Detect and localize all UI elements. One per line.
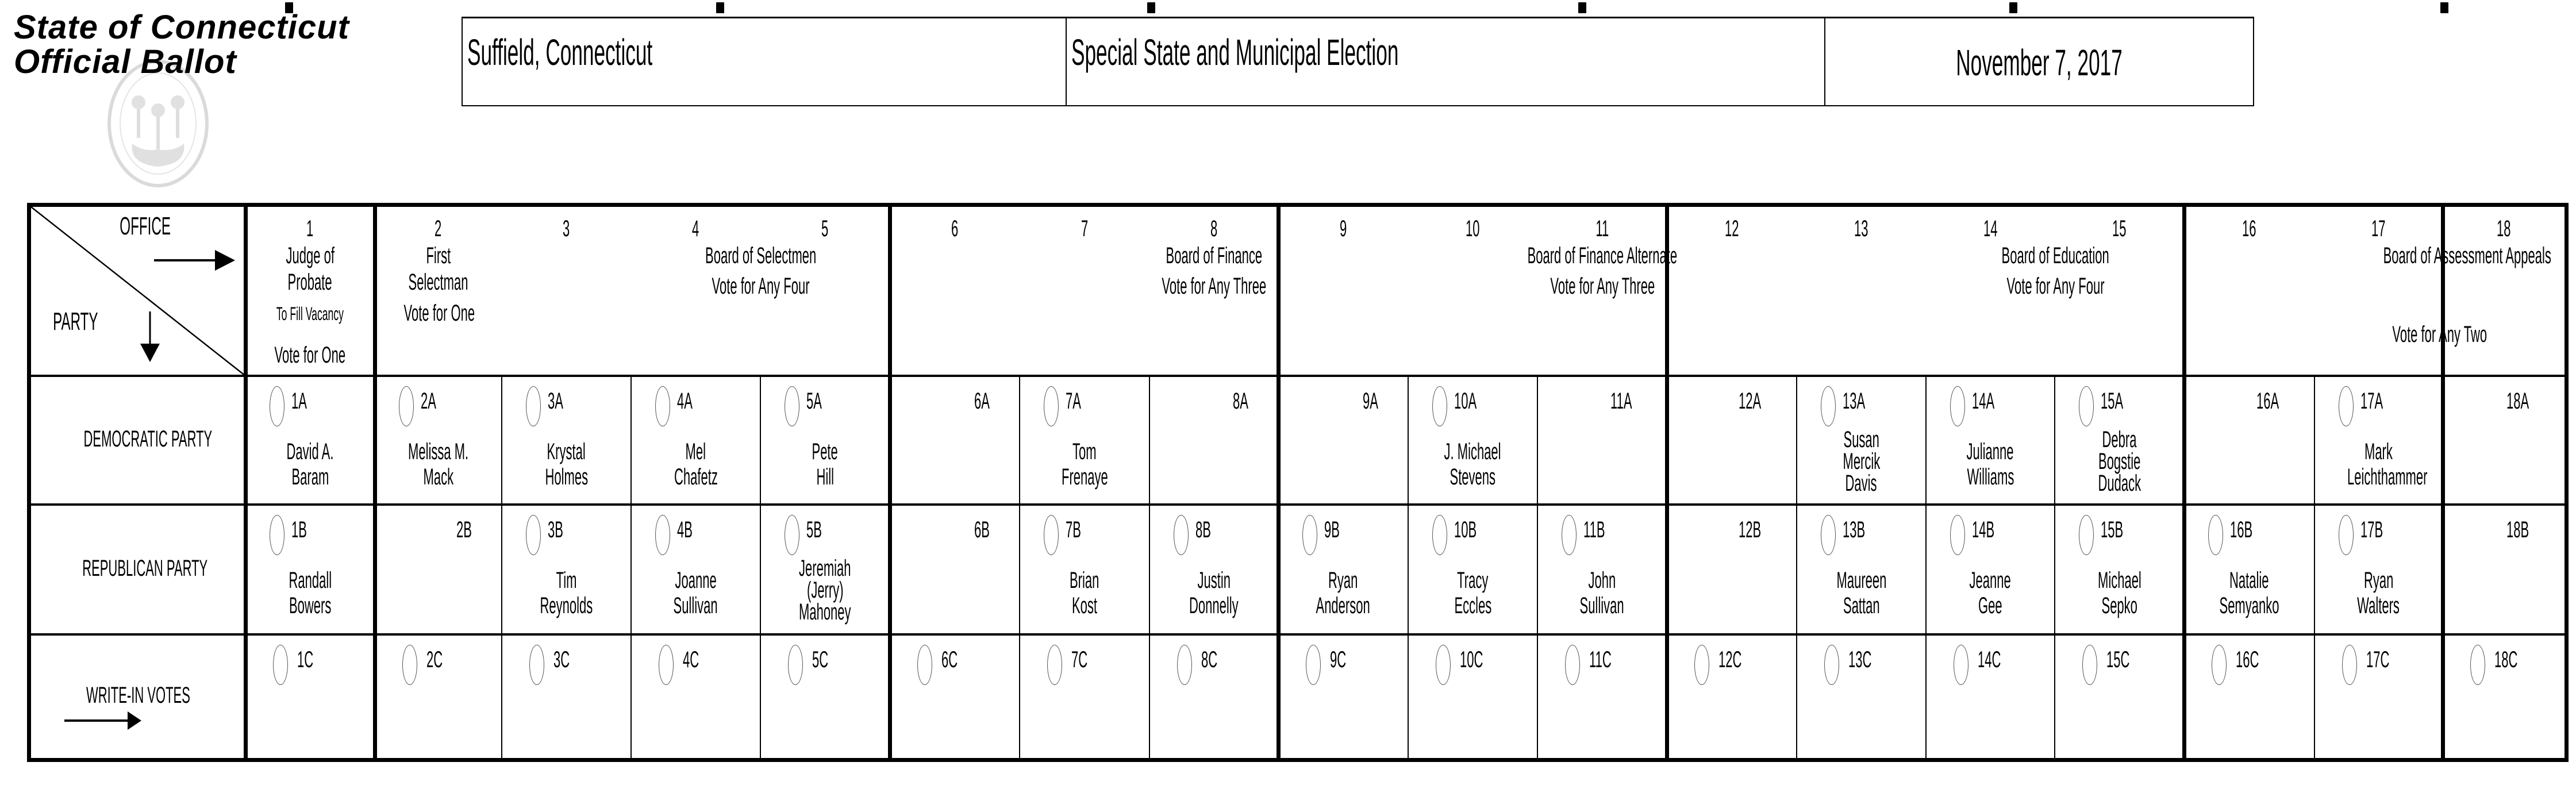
- office-title: Board of Finance Alternate: [1527, 243, 1678, 268]
- office-number-text: 3: [563, 216, 570, 241]
- candidate-cell[interactable]: [502, 634, 631, 758]
- candidate-cell: [375, 505, 502, 634]
- candidate-cell[interactable]: [1926, 634, 2055, 758]
- ballot-grid: [27, 203, 2569, 762]
- candidate-cell[interactable]: [2314, 634, 2443, 758]
- candidate-cell[interactable]: [2055, 505, 2184, 634]
- candidate-position-id: 15C: [2106, 647, 2130, 672]
- candidate-position-id: 6C: [941, 647, 958, 672]
- election-name: Special State and Municipal Election: [1071, 32, 1399, 73]
- candidate-position-id: 12A: [1738, 388, 1761, 414]
- office-number: [245, 217, 375, 240]
- candidate-position-id: 18A: [2506, 388, 2529, 414]
- party-axis-label: PARTY: [53, 307, 98, 336]
- office-number-text: 17: [2371, 216, 2386, 241]
- vote-oval[interactable]: [788, 645, 803, 685]
- office-number: [631, 217, 760, 240]
- town-cell: [463, 18, 1067, 105]
- candidate-position-id: 2B: [456, 517, 472, 542]
- candidate-name: Tom Frenaye: [1061, 439, 1108, 490]
- candidate-position-id: 3B: [548, 517, 563, 542]
- vote-oval[interactable]: [529, 645, 544, 685]
- office-title: Judge of: [286, 243, 335, 268]
- candidate-cell[interactable]: [1149, 505, 1278, 634]
- candidate-position-id: 15A: [2101, 388, 2124, 414]
- candidate-name: Ryan Anderson: [1316, 568, 1371, 618]
- candidate-cell: [2184, 376, 2314, 505]
- candidate-cell[interactable]: [1537, 505, 1667, 634]
- office-number: [2314, 217, 2443, 240]
- office-number-text: 5: [821, 216, 829, 241]
- candidate-cell[interactable]: [2443, 634, 2565, 758]
- vote-oval[interactable]: [917, 645, 932, 685]
- candidate-position-id: 10A: [1454, 388, 1477, 414]
- vote-oval[interactable]: [402, 645, 417, 685]
- office-title: First: [426, 243, 451, 268]
- office-number-text: 16: [2242, 216, 2256, 241]
- timing-mark: [2440, 2, 2448, 13]
- office-number-text: 8: [1210, 216, 1218, 241]
- official-ballot-title: Official Ballot: [14, 43, 237, 80]
- candidate-position-id: 11A: [1610, 388, 1632, 414]
- candidate-cell[interactable]: [760, 505, 890, 634]
- candidate-cell[interactable]: [2314, 505, 2443, 634]
- party-label: [31, 557, 245, 580]
- candidate-position-id: 9B: [1324, 517, 1340, 542]
- candidate-name: Julianne Williams: [1967, 439, 2014, 490]
- candidate-cell[interactable]: [245, 505, 375, 634]
- candidate-cell[interactable]: [245, 634, 375, 758]
- candidate-position-id: 14A: [1972, 388, 1995, 414]
- vote-oval[interactable]: [1177, 645, 1192, 685]
- office-number: [375, 217, 502, 240]
- candidate-cell[interactable]: [1020, 505, 1149, 634]
- candidate-cell[interactable]: [1926, 376, 2055, 505]
- candidate-name: David A. Baram: [286, 439, 334, 490]
- office-title: Board of Finance: [1166, 243, 1262, 268]
- candidate-position-id: 4C: [683, 647, 699, 672]
- candidate-cell[interactable]: [375, 376, 502, 505]
- vote-oval[interactable]: [1821, 515, 1836, 555]
- vote-oval[interactable]: [1824, 645, 1839, 685]
- candidate-name: John Sullivan: [1579, 568, 1625, 618]
- candidate-position-id: 9C: [1330, 647, 1347, 672]
- candidate-cell[interactable]: [1408, 505, 1537, 634]
- candidate-position-id: 2A: [421, 388, 436, 414]
- candidate-position-id: 13B: [1843, 517, 1866, 542]
- candidate-name: Joanne Sullivan: [673, 568, 718, 618]
- vote-oval[interactable]: [2339, 515, 2354, 555]
- candidate-position-id: 7B: [1066, 517, 1081, 542]
- candidate-position-id: 17B: [2360, 517, 2383, 542]
- candidate-name: Susan Mercik Davis: [1843, 427, 1880, 496]
- office-number-text: 1: [306, 216, 314, 241]
- candidate-cell[interactable]: [1408, 634, 1537, 758]
- candidate-name: Debra Bogstie Dudack: [2098, 427, 2141, 496]
- office-number-text: 6: [951, 216, 959, 241]
- candidate-name: Jeanne Gee: [1969, 568, 2012, 618]
- office-number-text: 11: [1595, 216, 1609, 241]
- vote-oval[interactable]: [1694, 645, 1709, 685]
- candidate-cell[interactable]: [1537, 634, 1667, 758]
- town-name: Suffield, Connecticut: [467, 32, 653, 73]
- candidate-cell[interactable]: [2055, 376, 2184, 505]
- candidate-name: Tracy Eccles: [1454, 568, 1491, 618]
- office-number: [1408, 217, 1537, 240]
- ballot-title: [14, 10, 349, 79]
- vote-oval[interactable]: [2339, 386, 2354, 426]
- vote-for-instruction: Vote for Any Three: [1550, 274, 1655, 299]
- candidate-name: Melissa M. Mack: [407, 439, 469, 490]
- candidate-position-id: 6A: [974, 388, 990, 414]
- vote-oval[interactable]: [1565, 645, 1580, 685]
- election-date: November 7, 2017: [1956, 42, 2123, 83]
- office-number: [1797, 217, 1926, 240]
- candidate-cell: [2443, 505, 2565, 634]
- vote-oval[interactable]: [1821, 386, 1836, 426]
- candidate-position-id: 14B: [1972, 517, 1995, 542]
- candidate-position-id: 7A: [1066, 388, 1081, 414]
- vote-for-instruction: Vote for One: [403, 301, 475, 326]
- office-note: To Fill Vacancy: [276, 303, 344, 324]
- vote-oval[interactable]: [785, 386, 799, 426]
- candidate-position-id: 12C: [1718, 647, 1742, 672]
- vote-oval[interactable]: [1562, 515, 1577, 555]
- vote-oval[interactable]: [1047, 645, 1062, 685]
- candidate-position-id: 16A: [2256, 388, 2279, 414]
- vote-oval[interactable]: [2079, 386, 2094, 426]
- vote-oval[interactable]: [399, 386, 414, 426]
- candidate-cell: [890, 505, 1020, 634]
- candidate-name: J. Michael Stevens: [1444, 439, 1502, 490]
- candidate-cell[interactable]: [1020, 376, 1149, 505]
- candidate-cell[interactable]: [1020, 634, 1149, 758]
- office-title: Probate: [287, 270, 333, 295]
- vote-for-instruction: Vote for Any Three: [1162, 274, 1266, 299]
- candidate-position-id: 1C: [297, 647, 314, 672]
- candidate-position-id: 17C: [2366, 647, 2390, 672]
- candidate-name: Tim Reynolds: [540, 568, 593, 618]
- office-title: Board of Assessment Appeals: [2383, 243, 2551, 268]
- candidate-cell[interactable]: [1926, 505, 2055, 634]
- candidate-cell: [1278, 376, 1408, 505]
- candidate-cell[interactable]: [760, 376, 890, 505]
- candidate-position-id: 8A: [1233, 388, 1248, 414]
- office-number: [1926, 217, 2055, 240]
- vote-oval[interactable]: [2082, 645, 2097, 685]
- candidate-cell: [1667, 505, 1797, 634]
- candidate-cell[interactable]: [631, 634, 760, 758]
- candidate-position-id: 15B: [2101, 517, 2124, 542]
- candidate-position-id: 8C: [1201, 647, 1218, 672]
- candidate-position-id: 2C: [426, 647, 443, 672]
- candidate-cell[interactable]: [502, 505, 631, 634]
- candidate-cell[interactable]: [2184, 634, 2314, 758]
- candidate-position-id: 12B: [1738, 517, 1761, 542]
- candidate-cell[interactable]: [760, 634, 890, 758]
- timing-mark: [716, 2, 724, 13]
- candidate-cell[interactable]: [245, 376, 375, 505]
- office-number-text: 7: [1081, 216, 1089, 241]
- candidate-cell[interactable]: [1667, 634, 1797, 758]
- candidate-name: Mel Chafetz: [674, 439, 718, 490]
- candidate-name: Jeremiah (Jerry) Mahoney: [799, 556, 851, 625]
- vote-for-instruction: Vote for Any Four: [2006, 274, 2105, 299]
- vote-oval[interactable]: [659, 645, 674, 685]
- vote-oval[interactable]: [1044, 386, 1059, 426]
- candidate-cell[interactable]: [2314, 376, 2443, 505]
- write-in-label: [31, 684, 245, 707]
- vote-oval[interactable]: [1432, 386, 1447, 426]
- candidate-cell[interactable]: [375, 634, 502, 758]
- office-number-text: 14: [1983, 216, 1998, 241]
- date-cell: [1825, 18, 2253, 105]
- office-title: Board of Education: [2001, 243, 2110, 268]
- state-title: State of Connecticut: [14, 9, 349, 46]
- office-axis-label: OFFICE: [120, 212, 171, 240]
- candidate-name: Randall Bowers: [289, 568, 332, 618]
- office-number: [1149, 217, 1278, 240]
- candidate-position-id: 9A: [1363, 388, 1378, 414]
- office-number: [1537, 217, 1667, 240]
- candidate-position-id: 10C: [1460, 647, 1483, 672]
- office-number: [890, 217, 1020, 240]
- candidate-position-id: 5A: [806, 388, 822, 414]
- candidate-position-id: 16C: [2236, 647, 2259, 672]
- vote-oval[interactable]: [1954, 645, 1968, 685]
- vote-oval[interactable]: [785, 515, 799, 555]
- candidate-cell[interactable]: [2184, 505, 2314, 634]
- vote-oval[interactable]: [1436, 645, 1451, 685]
- candidate-cell[interactable]: [890, 634, 1020, 758]
- office-number: [1020, 217, 1149, 240]
- candidate-position-id: 13A: [1843, 388, 1866, 414]
- office-title: Board of Selectmen: [705, 243, 817, 268]
- candidate-name: Pete Hill: [812, 439, 839, 490]
- vote-oval[interactable]: [2208, 515, 2223, 555]
- vote-oval[interactable]: [2470, 645, 2485, 685]
- candidate-cell[interactable]: [1408, 376, 1537, 505]
- office-number-text: 9: [1339, 216, 1347, 241]
- candidate-cell: [1667, 376, 1797, 505]
- candidate-position-id: 6B: [974, 517, 990, 542]
- candidate-cell[interactable]: [2055, 634, 2184, 758]
- candidate-position-id: 11C: [1589, 647, 1612, 672]
- office-number-text: 13: [1854, 216, 1868, 241]
- office-number-text: 12: [1724, 216, 1739, 241]
- candidate-name: Maureen Sattan: [1836, 568, 1886, 618]
- candidate-position-id: 18C: [2494, 647, 2518, 672]
- candidate-cell[interactable]: [1797, 634, 1926, 758]
- office-title: Selectman: [408, 270, 468, 295]
- office-number: [1278, 217, 1408, 240]
- vote-oval[interactable]: [1950, 515, 1965, 555]
- candidate-position-id: 16B: [2230, 517, 2253, 542]
- candidate-position-id: 14C: [1978, 647, 2001, 672]
- election-cell: [1067, 18, 1825, 105]
- timing-mark: [1578, 2, 1586, 13]
- arrow-right-icon: [64, 709, 145, 732]
- office-number: [2184, 217, 2314, 240]
- vote-oval[interactable]: [1174, 515, 1189, 555]
- vote-for-instruction: Vote for Any Four: [712, 274, 810, 299]
- candidate-position-id: 1B: [291, 517, 307, 542]
- candidate-cell: [2443, 376, 2565, 505]
- candidate-cell[interactable]: [1797, 505, 1926, 634]
- candidate-cell[interactable]: [502, 376, 631, 505]
- candidate-position-id: 4A: [677, 388, 693, 414]
- candidate-position-id: 3C: [553, 647, 570, 672]
- candidate-name: Natalie Semyanko: [2219, 568, 2279, 618]
- vote-for-instruction: Vote for One: [274, 342, 346, 368]
- office-number-text: 2: [435, 216, 442, 241]
- candidate-position-id: 7C: [1071, 647, 1088, 672]
- timing-mark: [2009, 2, 2017, 13]
- candidate-cell[interactable]: [1278, 505, 1408, 634]
- vote-oval[interactable]: [1044, 515, 1059, 555]
- party-name: DEMOCRATIC PARTY: [83, 426, 213, 452]
- office-number: [2443, 217, 2565, 240]
- office-number-text: 15: [2112, 216, 2127, 241]
- candidate-position-id: 4B: [677, 517, 693, 542]
- candidate-cell: [1149, 376, 1278, 505]
- candidate-position-id: 17A: [2360, 388, 2383, 414]
- write-in-votes-text: WRITE-IN VOTES: [86, 682, 190, 708]
- candidate-cell: [1537, 376, 1667, 505]
- office-number: [2055, 217, 2184, 240]
- timing-mark: [1147, 2, 1155, 13]
- vote-for-instruction: Vote for Any Two: [2392, 322, 2487, 347]
- vote-oval[interactable]: [2342, 645, 2357, 685]
- vote-oval[interactable]: [1302, 515, 1317, 555]
- candidate-name: Mark Leichthammer: [2347, 439, 2428, 490]
- candidate-position-id: 11B: [1583, 517, 1605, 542]
- candidate-position-id: 1A: [291, 388, 307, 414]
- candidate-position-id: 10B: [1454, 517, 1477, 542]
- candidate-cell[interactable]: [1149, 634, 1278, 758]
- candidate-name: Brian Kost: [1070, 568, 1099, 618]
- candidate-cell[interactable]: [631, 505, 760, 634]
- vote-oval[interactable]: [1306, 645, 1321, 685]
- candidate-position-id: 5C: [812, 647, 829, 672]
- vote-oval[interactable]: [655, 386, 670, 426]
- vote-oval[interactable]: [273, 645, 288, 685]
- candidate-name: Ryan Walters: [2357, 568, 2400, 618]
- candidate-name: Justin Donnelly: [1189, 568, 1239, 618]
- party-name: REPUBLICAN PARTY: [82, 556, 208, 581]
- vote-oval[interactable]: [270, 386, 284, 426]
- candidate-position-id: 18B: [2506, 517, 2529, 542]
- office-number-text: 4: [692, 216, 699, 241]
- vote-oval[interactable]: [526, 386, 541, 426]
- candidate-cell[interactable]: [1797, 376, 1926, 505]
- vote-oval[interactable]: [655, 515, 670, 555]
- candidate-cell[interactable]: [631, 376, 760, 505]
- office-number: [1667, 217, 1797, 240]
- vote-oval[interactable]: [1432, 515, 1447, 555]
- office-number: [760, 217, 890, 240]
- office-number: [502, 217, 631, 240]
- candidate-position-id: 13C: [1848, 647, 1872, 672]
- party-label: [31, 428, 245, 451]
- candidate-cell: [890, 376, 1020, 505]
- vote-oval[interactable]: [270, 515, 284, 555]
- election-info-box: [462, 17, 2254, 106]
- vote-oval[interactable]: [2212, 645, 2227, 685]
- office-number-text: 10: [1466, 216, 1480, 241]
- candidate-name: Michael Sepko: [2097, 568, 2141, 618]
- candidate-position-id: 8B: [1195, 517, 1211, 542]
- vote-oval[interactable]: [1950, 386, 1965, 426]
- vote-oval[interactable]: [526, 515, 541, 555]
- candidate-position-id: 3A: [548, 388, 563, 414]
- candidate-name: Krystal Holmes: [545, 439, 588, 490]
- candidate-position-id: 5B: [806, 517, 822, 542]
- candidate-cell[interactable]: [1278, 634, 1408, 758]
- vote-oval[interactable]: [2079, 515, 2094, 555]
- office-number-text: 18: [2496, 216, 2511, 241]
